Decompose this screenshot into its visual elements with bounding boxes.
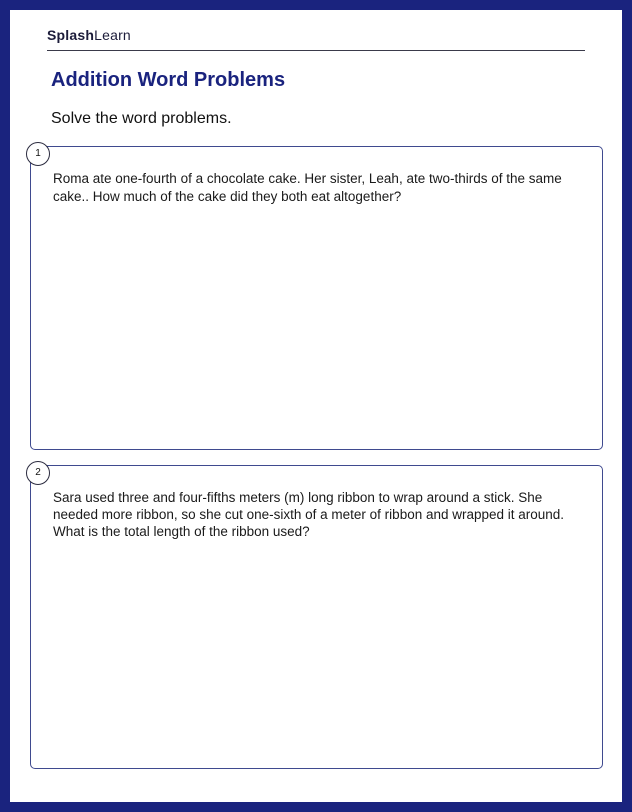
page-title: Addition Word Problems <box>51 69 286 91</box>
worksheet-page <box>10 10 622 802</box>
instructions-text: Solve the word problems. <box>51 110 232 127</box>
problem-number-badge: 1 <box>26 142 50 166</box>
problem-box-1 <box>30 146 603 450</box>
logo-text-light: Learn <box>94 27 131 43</box>
logo-text-bold: Splash <box>47 27 95 43</box>
problem-box-2 <box>30 465 603 769</box>
problem-number-badge: 2 <box>26 461 50 485</box>
problem-text: Roma ate one-fourth of a chocolate cake. Her sister, Leah, ate two-thirds of the same cake.. How much of the cake did they both eat altogether? <box>53 171 562 204</box>
splashlearn-logo <box>47 27 131 43</box>
header-divider <box>47 50 585 51</box>
problem-text: Sara used three and four-fifths meters (m) long ribbon to wrap around a stick. She needed more ribbon, so she cut one-sixth of a meter of ribbon and wrapped it around. What is the total length of the ribbon used? <box>53 490 565 539</box>
